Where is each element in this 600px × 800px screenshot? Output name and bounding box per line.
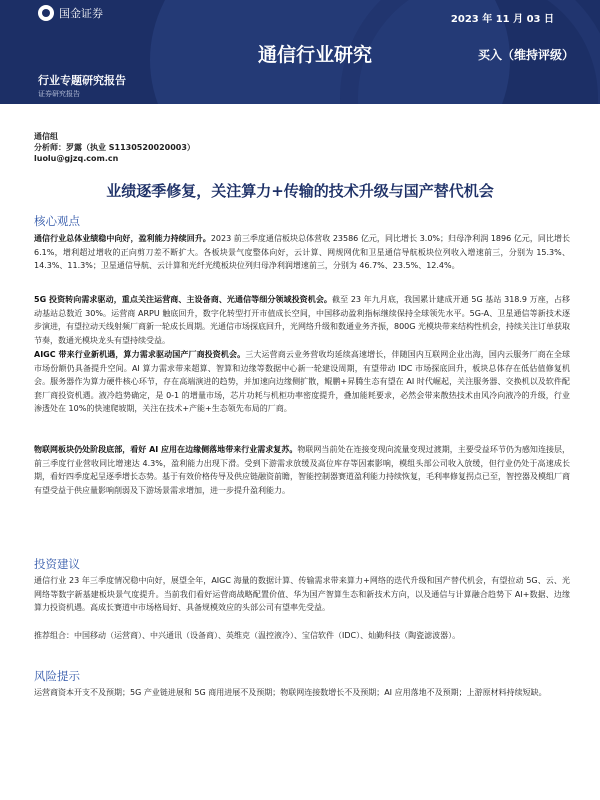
- section-heading-risk: 风险提示: [34, 669, 80, 683]
- core-paragraph: [34, 348, 570, 416]
- analyst-info: [34, 131, 195, 164]
- paragraph-text: 2023 前三季度通信板块总体营收 23586 亿元，同比增长 3.0%；归母净利润 1896 亿元，同比增长 6.1%，增利超过增收的正向剪刀差不断扩大。各板块景气度整体向好，云计算、网规网优和卫星通信导航板块位列收入增速前三，分别为 15.3%、14.3%、11.3%；卫星通信导航、云计算和光纤光缆板块位列归母净利润增速前三，分别为 46.7%、23.5%、12.4%。: [34, 234, 571, 271]
- section-heading-investment: 投资建议: [34, 557, 80, 571]
- report-type: 行业专题研究报告: [38, 74, 126, 87]
- paragraph-text: 运营商资本开支不及预期；5G 产业链进展和 5G 商用进展不及预期；物联网连接数增长不及预期；AI 应用落地不及预期；上游原材料持续短缺。: [34, 688, 547, 697]
- paragraph-lead: 通信行业总体业绩稳中向好，盈利能力持续回升。: [34, 234, 211, 243]
- paragraph-text: 截至 23 年九月底，我国累计建成开通 5G 基站 318.9 万座，占移动基站总数近 30%。运营商 ARPU 触底回升，数字化转型打开市值成长空间，中国移动盈利指标继续保持全球领先水平。5G-A、卫星通信等新技术逐步演进，有望拉动天线射频厂商新一轮成长周期。光通信市场探底回升，光网络升级和数通业务齐振，800G 光模块带来结构性机会，持续关注订单获取节奏，数通光模块龙头有望持续受益。: [34, 295, 571, 345]
- paragraph-text: 推荐组合：中国移动（运营商）、中兴通讯（设备商）、英维克（温控液冷）、宝信软件（IDC）、灿勤科技（陶瓷滤波器）。: [34, 631, 461, 640]
- logo-text: 国金证券: [59, 7, 103, 20]
- report-title: 业绩逐季修复，关注算力+传输的技术升级与国产替代机会: [106, 182, 494, 200]
- paragraph-lead: 物联网板块仍处阶段底部，看好 AI 应用在边缘侧落地带来行业需求复苏。: [34, 445, 298, 454]
- company-logo: [38, 5, 103, 21]
- core-paragraph: [34, 443, 570, 497]
- analyst-group: 通信组: [34, 132, 58, 141]
- report-header-band: [0, 0, 600, 104]
- rating-badge: 买入（维持评级）: [478, 48, 575, 62]
- section-heading-core: 核心观点: [34, 214, 80, 228]
- paragraph-lead: AIGC 带来行业新机遇，算力需求驱动国产厂商投资机会。: [34, 350, 246, 359]
- core-paragraph: [34, 293, 570, 347]
- recommendation-paragraph: [34, 629, 570, 643]
- report-date: 2023 年 11 月 03 日: [450, 14, 554, 25]
- paragraph-lead: 5G 投资转向需求驱动，重点关注运营商、主设备商、光通信等细分领域投资机会。: [34, 295, 333, 304]
- logo-icon: [38, 5, 54, 21]
- paragraph-text: 三大运营商云业务营收均延续高速增长，伴随国内互联网企业出海，国内云服务厂商在全球市场份额仍具备提升空间。AI 算力需求带来超算、智算和边缘等数据中心新一轮建设周期，有望带动 IDC 市场探底回升，板块总体存在低估值修复机会。服务器作为算力硬件核心环节，存在高端演进的趋势，并加速向边缘侧扩散，鲲鹏+昇腾生态有望在 AI 时代崛起，关注服务器、交换机以及软件配套厂商投资机遇。液冷趋势确定，是 0-1 的增量市场，芯片功耗与机柜功率密度提升，叠加能耗要求，必然会带来散热技术由风冷向液冷的升级，行业渗透处在 10%的快速爬坡期，关注在技术+产能+生态领先布局的厂商。: [34, 350, 571, 414]
- analyst-email[interactable]: luolu@gjzq.com.cn: [34, 154, 119, 163]
- report-subtype: 证券研究报告: [38, 90, 80, 98]
- analyst-name: 分析师：罗露（执业 S1130520020003）: [34, 143, 195, 152]
- risk-paragraph: [34, 686, 570, 700]
- paragraph-text: 通信行业 23 年三季度情况稳中向好，展望全年，AIGC 海量的数据计算、传输需求带来算力+网络的迭代升级和国产替代机会，有望拉动 5G、云、光网络等数字新基建板块景气度提升。当前我们看好运营商战略配置价值、华为国产智算生态和新技术方向，以及通信与计算融合趋势下 AI+数据、边缘算力投资机遇。高成长赛道中市场格局好、具备规模效应的头部公司有望率先受益。: [34, 576, 570, 613]
- investment-paragraph: [34, 574, 570, 615]
- core-paragraph: [34, 232, 570, 273]
- industry-title: 通信行业研究: [258, 44, 373, 66]
- paragraph-text: 物联网当前处在连接变现向流量变现过渡期，主要受益环节仍为感知连接层，前三季度行业营收同比增速达 4.3%，盈利能力出现下滑。受到下游需求放缓及高位库存等因素影响，模组头部公司收入放缓，但行业仍处于高速成长期，看好四季度起呈逐季增长态势。基于有效价格传导及供应链融资前瞻，智能控制器赛道盈利能力持续恢复，毛利率修复拐点已至，智控器及模组厂商有望受益于供应量影响削弱及下游场景需求增加，进一步提升盈利能力。: [34, 445, 570, 495]
